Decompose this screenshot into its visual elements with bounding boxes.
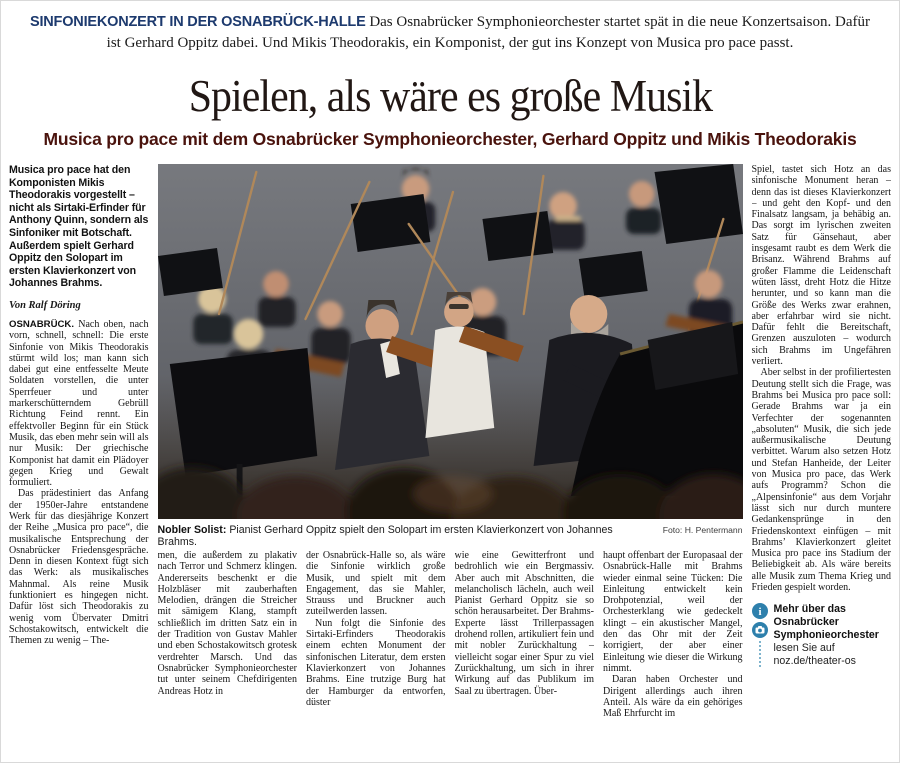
more-info-box [752, 603, 892, 668]
paragraph: Nun folgt die Sinfonie des Sirtaki-Erfinders Theodorakis einem echten Monument der sinfonischen Literatur, dem ersten Klavierkonzert von Johannes Brahms. Eine trutzige Burg hat der Hamburger da entworfen, düster [306, 617, 446, 708]
infobox-text [774, 603, 892, 668]
paragraph: Das prädestiniert das Anfang der 1950er-Jahre entstandene Werk für das diesjährige Konzert der Reihe „Musica pro pace“, die musikalische Entsprechung der Osnabrücker Friedensgespräche. Denn in diesen Kontext fügt sich das Werk: als musikalisches Mahnmal. Als reine Musik funktioniert es hingegen nicht. Dafür löst sich Theodorakis zu wenig vom Übervater Dmitri Schostakowitsch, entwickelt die Themen zu wenig – The- [9, 488, 149, 647]
paragraph: Aber selbst in der profiliertesten Deutung stellt sich die Frage, was Brahms bei Musica pro pace soll: Gerade Brahms war ja ein Verfechter der sogenannten „absoluten“ Musik, die sich jede außermusikalische Deutung verbittet. Warum also setzen Hotz und Stefan Hanheide, der Leiter von Musica pro pace, das Werk aufs Programm? Schon die „Alpensinfonie“ aus dem Vorjahr lässt sich nur durch muntere Gedankensprünge in den Friedenskontext einfügen – mit Brahms’ Klavierkonzert gleitet Musica pro pace ins Stadium der Beliebigkeit ab. Als wäre bereits alle Musik zum Thema Krieg und Frieden gespielt worden. [751, 367, 891, 593]
byline: Von Ralf Döring [9, 299, 81, 311]
caption-text [158, 524, 655, 548]
infobox-icons [752, 603, 774, 668]
photo-credit: Foto: H. Pentermann [662, 525, 743, 535]
paragraph: haupt offenbart der Europasaal der Osnabrück-Halle mit Brahms wieder einmal seine Tücken: Die Einleitung entwickelt kein Drohpotenzial, weil der Orchesterklang wie gedeckelt klingt – ein akustischer Mangel, den das Ohr mit der Zeit korrigiert, der aber einer Einleitung wie dieser die Wirkung nimmt. [603, 550, 743, 674]
paragraph: men, die außerdem zu plakativ nach Terror und Schmerz klingen. Andererseits beschenkt er die Holzbläser mit zauberhaften Melodien, drängen die Streicher mit sämigem Klang, stampft schließlich im dritten Satz ein in der Tradition von Gustav Mahler und eben Schostakowitsch grotesk verdrehter Marsch. Und das Osnabrücker Symphonieorchester tut unter seinem Chefdirigenten Andreas Hotz in [157, 550, 297, 697]
column-1 [9, 164, 149, 762]
caption-body: Pianist Gerhard Oppitz spielt den Solopart im ersten Klavierkonzert von Johannes Brahms. [157, 524, 613, 548]
column-2 [158, 550, 298, 762]
kicker-text: Das Osnabrücker Symphonieorchester startet spät in die neue Konzertsaison. Dafür ist Gerhard Oppitz dabei. Und Mikis Theodorakis, ein Komponist, der gut ins Konzept von Musica pro pace passt. [106, 14, 870, 51]
column-5 [603, 550, 743, 762]
paragraph: der Osnabrück-Halle so, als wäre die Sinfonie wirklich große Musik, und spielt mit dem Engagement, das sie Mahler, Strauss und Bruckner auch zuteilwerden lassen. [306, 550, 446, 618]
paragraph: Daran haben Orchester und Dirigent allerdings auch ihren Anteil. Als wäre da ein gehöriges Maß Ehrfurcht im [603, 674, 743, 720]
dateline: OSNABRÜCK. [9, 318, 75, 330]
subheadline: Musica pro pace mit dem Osnabrücker Symphonieorchester, Gerhard Oppitz und Mikis Theodorakis [43, 129, 857, 149]
caption-label: Nobler Solist: [157, 524, 227, 536]
orchestra-photo-illustration [158, 164, 743, 519]
kicker-label: SINFONIEKONZERT IN DER OSNABRÜCK-HALLE [29, 14, 366, 30]
column-6 [752, 164, 892, 762]
infobox-title: Mehr über das Osnabrücker Symphonieorchester [773, 603, 879, 642]
column-4 [455, 550, 595, 762]
svg-text:i: i [757, 606, 762, 619]
column-3 [306, 550, 446, 762]
paragraph: Spiel, tastet sich Hotz an das sinfonische Monument heran – denn das ist dieses Klavierkonzert – und geht den Kopf- und den Finalsatz langsam, ja behäbig an. Das sorgt im lyrischen zweiten Satz für Gänsehaut, aber insgesamt raubt es dem Werk die Brisanz. Während Brahms auf großer Flamme die Leidenschaft wüten lässt, dreht Hotz die Hitze herunter, und so kann man die Größe des Werks zwar erahnen, aber erfahrbar wird sie nicht. Dafür fehlt die Bereitschaft, Grenzen auszuloten – wodurch sich Brahms im Ungefähren verliert. [751, 164, 891, 368]
article-photo [158, 164, 743, 519]
paragraph [9, 319, 149, 488]
info-icon [752, 603, 768, 619]
camera-icon [752, 622, 768, 638]
page-title: Spielen, als wäre es große Musik [188, 71, 712, 121]
paragraph: wie eine Gewitterfront und bedrohlich wie ein Bergmassiv. Aber auch mit Abschnitten, die melancholisch lächeln, auch weil Pianist Gerhard Oppitz sie so schön herausarbeitet. Der Brahms-Experte lässt Trillerpassagen drohend rollen, artikuliert fein und mit nobler Zurückhaltung – vielleicht sogar einer Spur zu viel Zurückhaltung, um sich in ihrer Wirkung auf das Publikum im Saal zu übertragen. Über- [454, 550, 594, 697]
article-intro: Musica pro pace hat den Komponisten Mikis Theodorakis vorgestellt – nicht als Sirtaki-Erfinder für Anthony Quinn, sondern als Sinfoniker mit Botschaft. Außerdem spielt Gerhard Oppitz den Solopart im ersten Klavierkonzert von Johannes Brahms. [9, 164, 149, 290]
infobox-link-text[interactable]: lesen Sie auf noz.de/theater-os [773, 642, 856, 668]
article-body [9, 164, 891, 762]
photo-caption [158, 524, 743, 548]
kicker [24, 12, 876, 54]
dotted-rule [759, 641, 761, 667]
photo-block [157, 164, 743, 548]
paragraph-text: Nach oben, nach vorn, schnell, schnell: Die erste Sinfonie von Mikis Theodorakis stürmt wild los; man kann sich dabei gut eine entfesselte Meute Soldaten vorstellen, die unter Sperrfeuer und unter markerschütterndem Gebrüll Richtung Feind rennt. Ein effektvoller Beginn für ein Stück Musik, das eben mehr sein will als nur Musik: Der griechische Komponist hat damit ein Plädoyer gegen Krieg und Gewalt formuliert. [9, 318, 149, 489]
